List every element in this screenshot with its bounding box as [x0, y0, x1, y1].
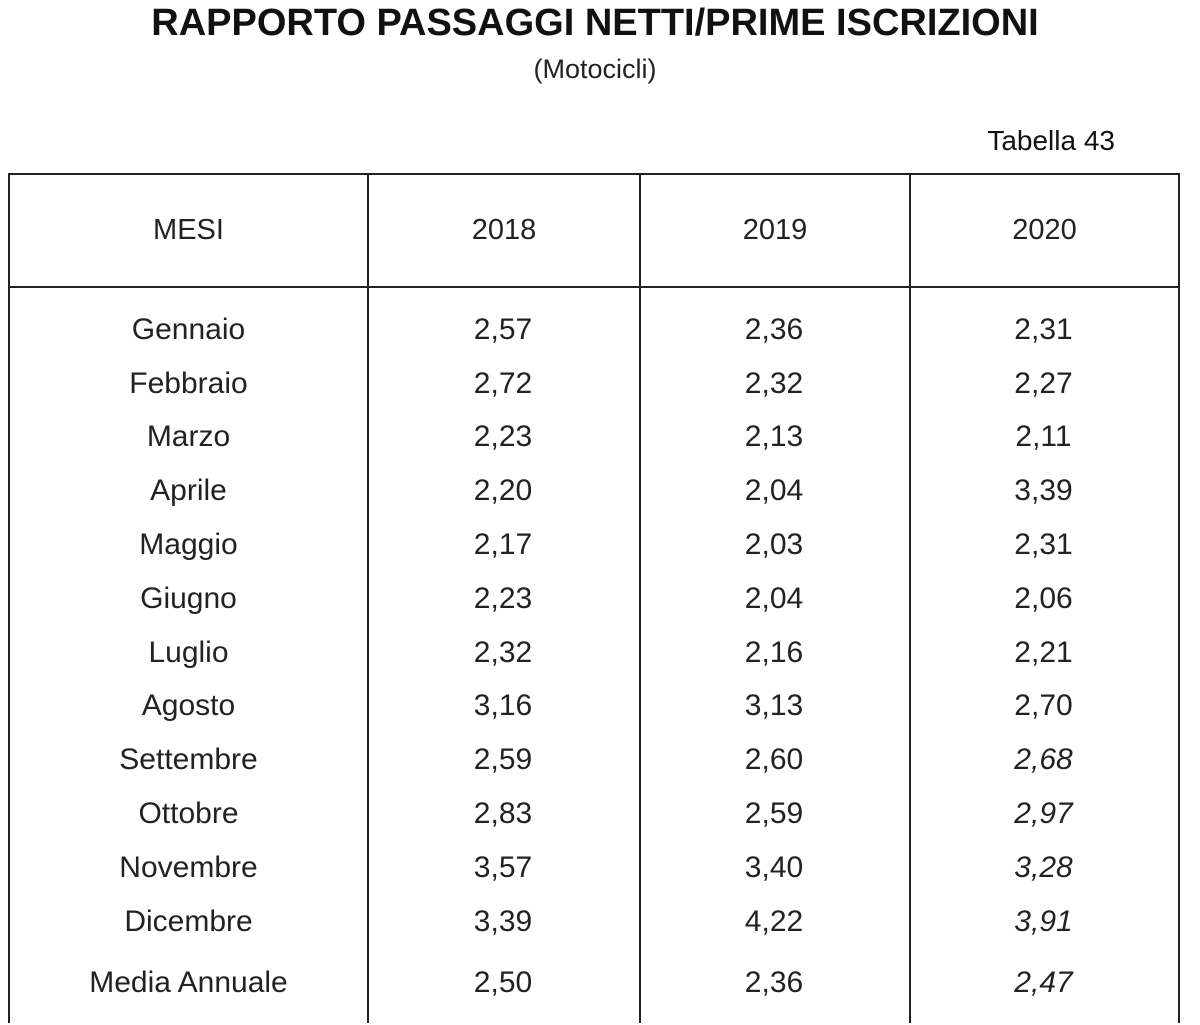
page-subtitle: (Motocicli) — [533, 54, 657, 84]
cell-mese: Giugno — [140, 581, 237, 615]
table-row — [10, 357, 1178, 411]
table-body — [10, 303, 1178, 1010]
header-2018: 2018 — [367, 175, 639, 286]
cell-2018: 2,17 — [473, 528, 533, 562]
table-row — [10, 518, 1178, 572]
cell-mese: Gennaio — [131, 312, 246, 346]
cell-2019: 3,40 — [744, 850, 804, 884]
cell-mese: Agosto — [141, 689, 236, 723]
cell-mese: Aprile — [150, 474, 227, 508]
table-row — [10, 626, 1178, 680]
table-row — [10, 733, 1178, 787]
cell-2020: 3,91 — [1014, 904, 1073, 938]
page-title: RAPPORTO PASSAGGI NETTI/PRIME ISCRIZIONI — [151, 2, 1039, 44]
table-row-media-annuale — [10, 957, 1178, 1011]
cell-2018: 2,32 — [473, 635, 533, 669]
cell-2020: 2,97 — [1014, 797, 1073, 831]
cell-2020: 2,11 — [1015, 420, 1072, 454]
cell-2018: 3,39 — [473, 904, 533, 938]
cell-2019: 2,36 — [744, 966, 804, 1000]
cell-2020: 2,47 — [1014, 966, 1073, 1000]
cell-mese: Ottobre — [138, 797, 239, 831]
cell-2020: 2,06 — [1014, 581, 1073, 615]
cell-2020: 2,68 — [1014, 743, 1073, 777]
cell-2018: 2,57 — [473, 312, 533, 346]
cell-2019: 2,32 — [744, 366, 804, 400]
data-table — [8, 173, 1180, 1023]
cell-2019: 2,16 — [744, 635, 804, 669]
cell-2019: 2,04 — [744, 474, 804, 508]
table-header — [10, 175, 1178, 288]
cell-2018: 2,50 — [473, 966, 533, 1000]
cell-mese: Media Annuale — [89, 966, 288, 1000]
cell-mese: Maggio — [139, 528, 238, 562]
header-2019: 2019 — [639, 175, 909, 286]
cell-2020: 2,21 — [1014, 635, 1073, 669]
cell-2019: 2,59 — [744, 797, 804, 831]
header-mesi: MESI — [153, 214, 224, 246]
table-row — [10, 841, 1178, 895]
cell-2020: 2,31 — [1014, 312, 1073, 346]
cell-2019: 2,04 — [744, 581, 804, 615]
cell-mese: Febbraio — [129, 366, 248, 400]
cell-2019: 4,22 — [744, 904, 804, 938]
cell-2018: 2,83 — [473, 797, 533, 831]
cell-2018: 2,59 — [473, 743, 533, 777]
table-row — [10, 464, 1178, 518]
cell-mese: Luglio — [148, 635, 229, 669]
table-reference: Tabella 43 — [987, 125, 1115, 156]
header-2020: 2020 — [909, 175, 1178, 286]
table-row — [10, 411, 1178, 465]
cell-2018: 2,23 — [473, 420, 533, 454]
cell-2019: 2,36 — [744, 312, 804, 346]
cell-2018: 3,16 — [473, 689, 533, 723]
cell-2020: 2,70 — [1014, 689, 1073, 723]
cell-2020: 3,28 — [1014, 850, 1073, 884]
cell-2020: 3,39 — [1014, 474, 1073, 508]
cell-mese: Dicembre — [124, 904, 253, 938]
cell-2020: 2,27 — [1014, 366, 1073, 400]
cell-mese: Marzo — [146, 420, 231, 454]
cell-2019: 2,13 — [744, 420, 804, 454]
table-row — [10, 680, 1178, 734]
cell-2018: 3,57 — [473, 850, 533, 884]
table-row — [10, 303, 1178, 357]
cell-2019: 2,03 — [744, 528, 804, 562]
table-row — [10, 787, 1178, 841]
cell-2018: 2,20 — [473, 474, 533, 508]
cell-2020: 2,31 — [1014, 528, 1073, 562]
cell-2019: 2,60 — [744, 743, 804, 777]
cell-2019: 3,13 — [744, 689, 804, 723]
cell-mese: Settembre — [119, 743, 258, 777]
cell-2018: 2,72 — [473, 366, 533, 400]
cell-2018: 2,23 — [473, 581, 533, 615]
table-row — [10, 572, 1178, 626]
cell-mese: Novembre — [119, 850, 258, 884]
table-row — [10, 895, 1178, 949]
